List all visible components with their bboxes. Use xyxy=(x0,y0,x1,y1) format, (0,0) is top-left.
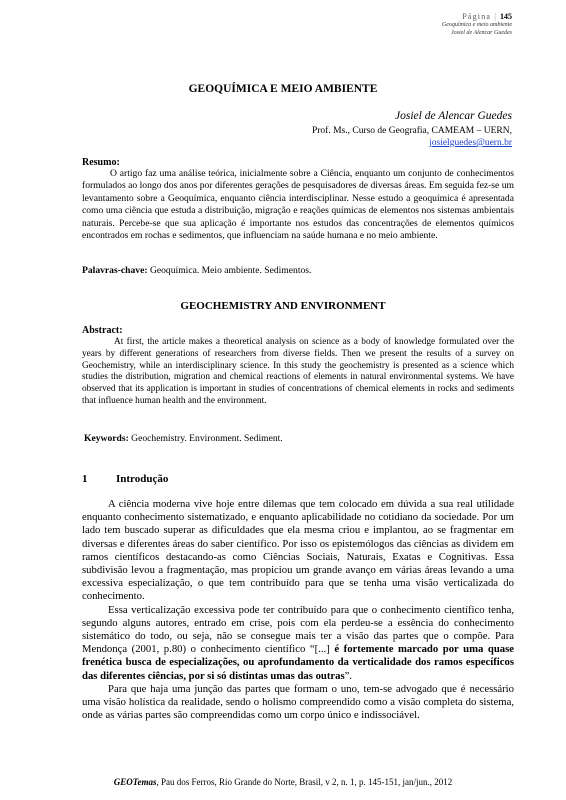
paragraph-1: A ciência moderna vive hoje entre dilemas que tem colocado em dúvida a sua real utilidade enquanto conhecimento sistematizado, e enquanto aplicabilidade no cotidiano da sociedade. Por um lado tem buscado superar as dificuldades que ela mesma criou e implantou, ao se fragmentar em diversas e diferentes áreas do saber científico. Por isso os epistemólogos das ciências as dividem em ramos científicos destacando-as como Ciências Sociais, Naturais, Exatas e Cognitivas. Essa subdivisão levou a fragmentação, mas propiciou um grande avanço em várias áreas levando a uma excessiva especialização, o que tem contribuído para que se tenha uma visão verticalizada do conhecimento. xyxy=(82,498,514,603)
section-heading xyxy=(82,473,168,485)
keywords-text: Geochemistry. Environment. Sediment. xyxy=(131,433,283,444)
running-author: Josiel de Alencar Guedes xyxy=(450,30,512,36)
author-email-link[interactable]: josielguedes@uern.br xyxy=(429,138,512,148)
page-number: 145 xyxy=(500,12,512,21)
running-title: Geoquímica e meio ambiente xyxy=(441,22,512,28)
paragraph-2 xyxy=(82,604,514,683)
english-title: GEOCHEMISTRY AND ENVIRONMENT xyxy=(180,300,386,312)
author-affiliation xyxy=(312,125,512,149)
palavras-chave xyxy=(82,265,311,276)
resumo-heading: Resumo: xyxy=(82,157,120,168)
pagina-label: Página xyxy=(462,12,492,21)
author-name: Josiel de Alencar Guedes xyxy=(395,110,512,122)
affiliation-text: Prof. Ms., Curso de Geografia, CAMEAM – UERN, xyxy=(311,126,512,136)
abstract-text: At first, the article makes a theoretical analysis on science as a body of knowledge formulated over the years by different generations of researchers from diverse fields. Then we present the results of a survey on Geochemistry, while an interdisciplinary science. In this study the geochemistry is presented as a science which studies the distribution, migration and chemical reactions of elements in natural environmental systems. We have observed that its application is important in studies of concentrations of chemical elements in rocks and sediments that influence human health and the environment. xyxy=(82,337,514,406)
palavras-chave-text: Geoquímica. Meio ambiente. Sedimentos. xyxy=(149,265,312,276)
section-title: Introdução xyxy=(116,473,169,485)
journal-logo: GEOTemas xyxy=(113,777,157,787)
page-footer xyxy=(0,777,566,787)
page-number-line xyxy=(442,12,512,21)
footer-citation: , Pau dos Ferros, Rio Grande do Norte, Brasil, v 2, n. 1, p. 145-151, jan/jun., 2012 xyxy=(156,777,453,787)
paragraph-3: Para que haja uma junção das partes que formam o uno, tem-se advogado que é necessário uma visão holística da realidade, sendo o holismo compreendido como a visão completa do sistema, onde as várias partes são compreendidas como um corpo único e indissociável. xyxy=(82,682,514,722)
separator-bar: | xyxy=(494,12,497,21)
abstract-heading: Abstract: xyxy=(82,325,123,336)
paragraph-2-end: ”. xyxy=(344,669,353,682)
mendonca-quote: é fortemente marcado por uma quase frenética busca de especializações, ou aprofundamento da verticalidade dos ramos específicos das diferentes ciências, por si só distintas umas das outras xyxy=(82,643,515,682)
page-header xyxy=(442,12,512,37)
section-body xyxy=(82,498,514,722)
keywords-label: Keywords: xyxy=(84,433,129,444)
paragraph-2-start: Essa verticalização excessiva pode ter contribuído para que o conhecimento científico tenha, segundo alguns autores, entrado em crise, pois com ela perdeu-se a essência do conhecimento sistemático do todo, ou seja, não se consegue mais ter a visão das partes que o compõe. Para Mendonça (2001, p.80) o conhecimento científico “[...] xyxy=(82,603,514,656)
resumo-text: O artigo faz uma análise teórica, inicialmente sobre a Ciência, enquanto um conjunto de conhecimentos formulados ao longo dos anos por diferentes gerações de pesquisadores de diversas áreas. Em seguida fez-se um levantamento sobre a Geoquímica, enquanto ciência interdisciplinar. Nesse estudo a geoquímica é apresentada como uma ciência que estuda a distribuição, migração e reações químicas de elementos nos sistemas ambientais naturais. Percebe-se que sua aplicação é importante nos estudos das concentrações de elementos químicos encontrados em rochas e sedimentos, que influenciam na saúde humana e no meio ambiente. xyxy=(82,168,514,242)
keywords xyxy=(84,433,283,444)
palavras-chave-label: Palavras-chave: xyxy=(82,265,148,276)
article-title: GEOQUÍMICA E MEIO AMBIENTE xyxy=(188,83,378,95)
section-number: 1 xyxy=(82,473,88,485)
